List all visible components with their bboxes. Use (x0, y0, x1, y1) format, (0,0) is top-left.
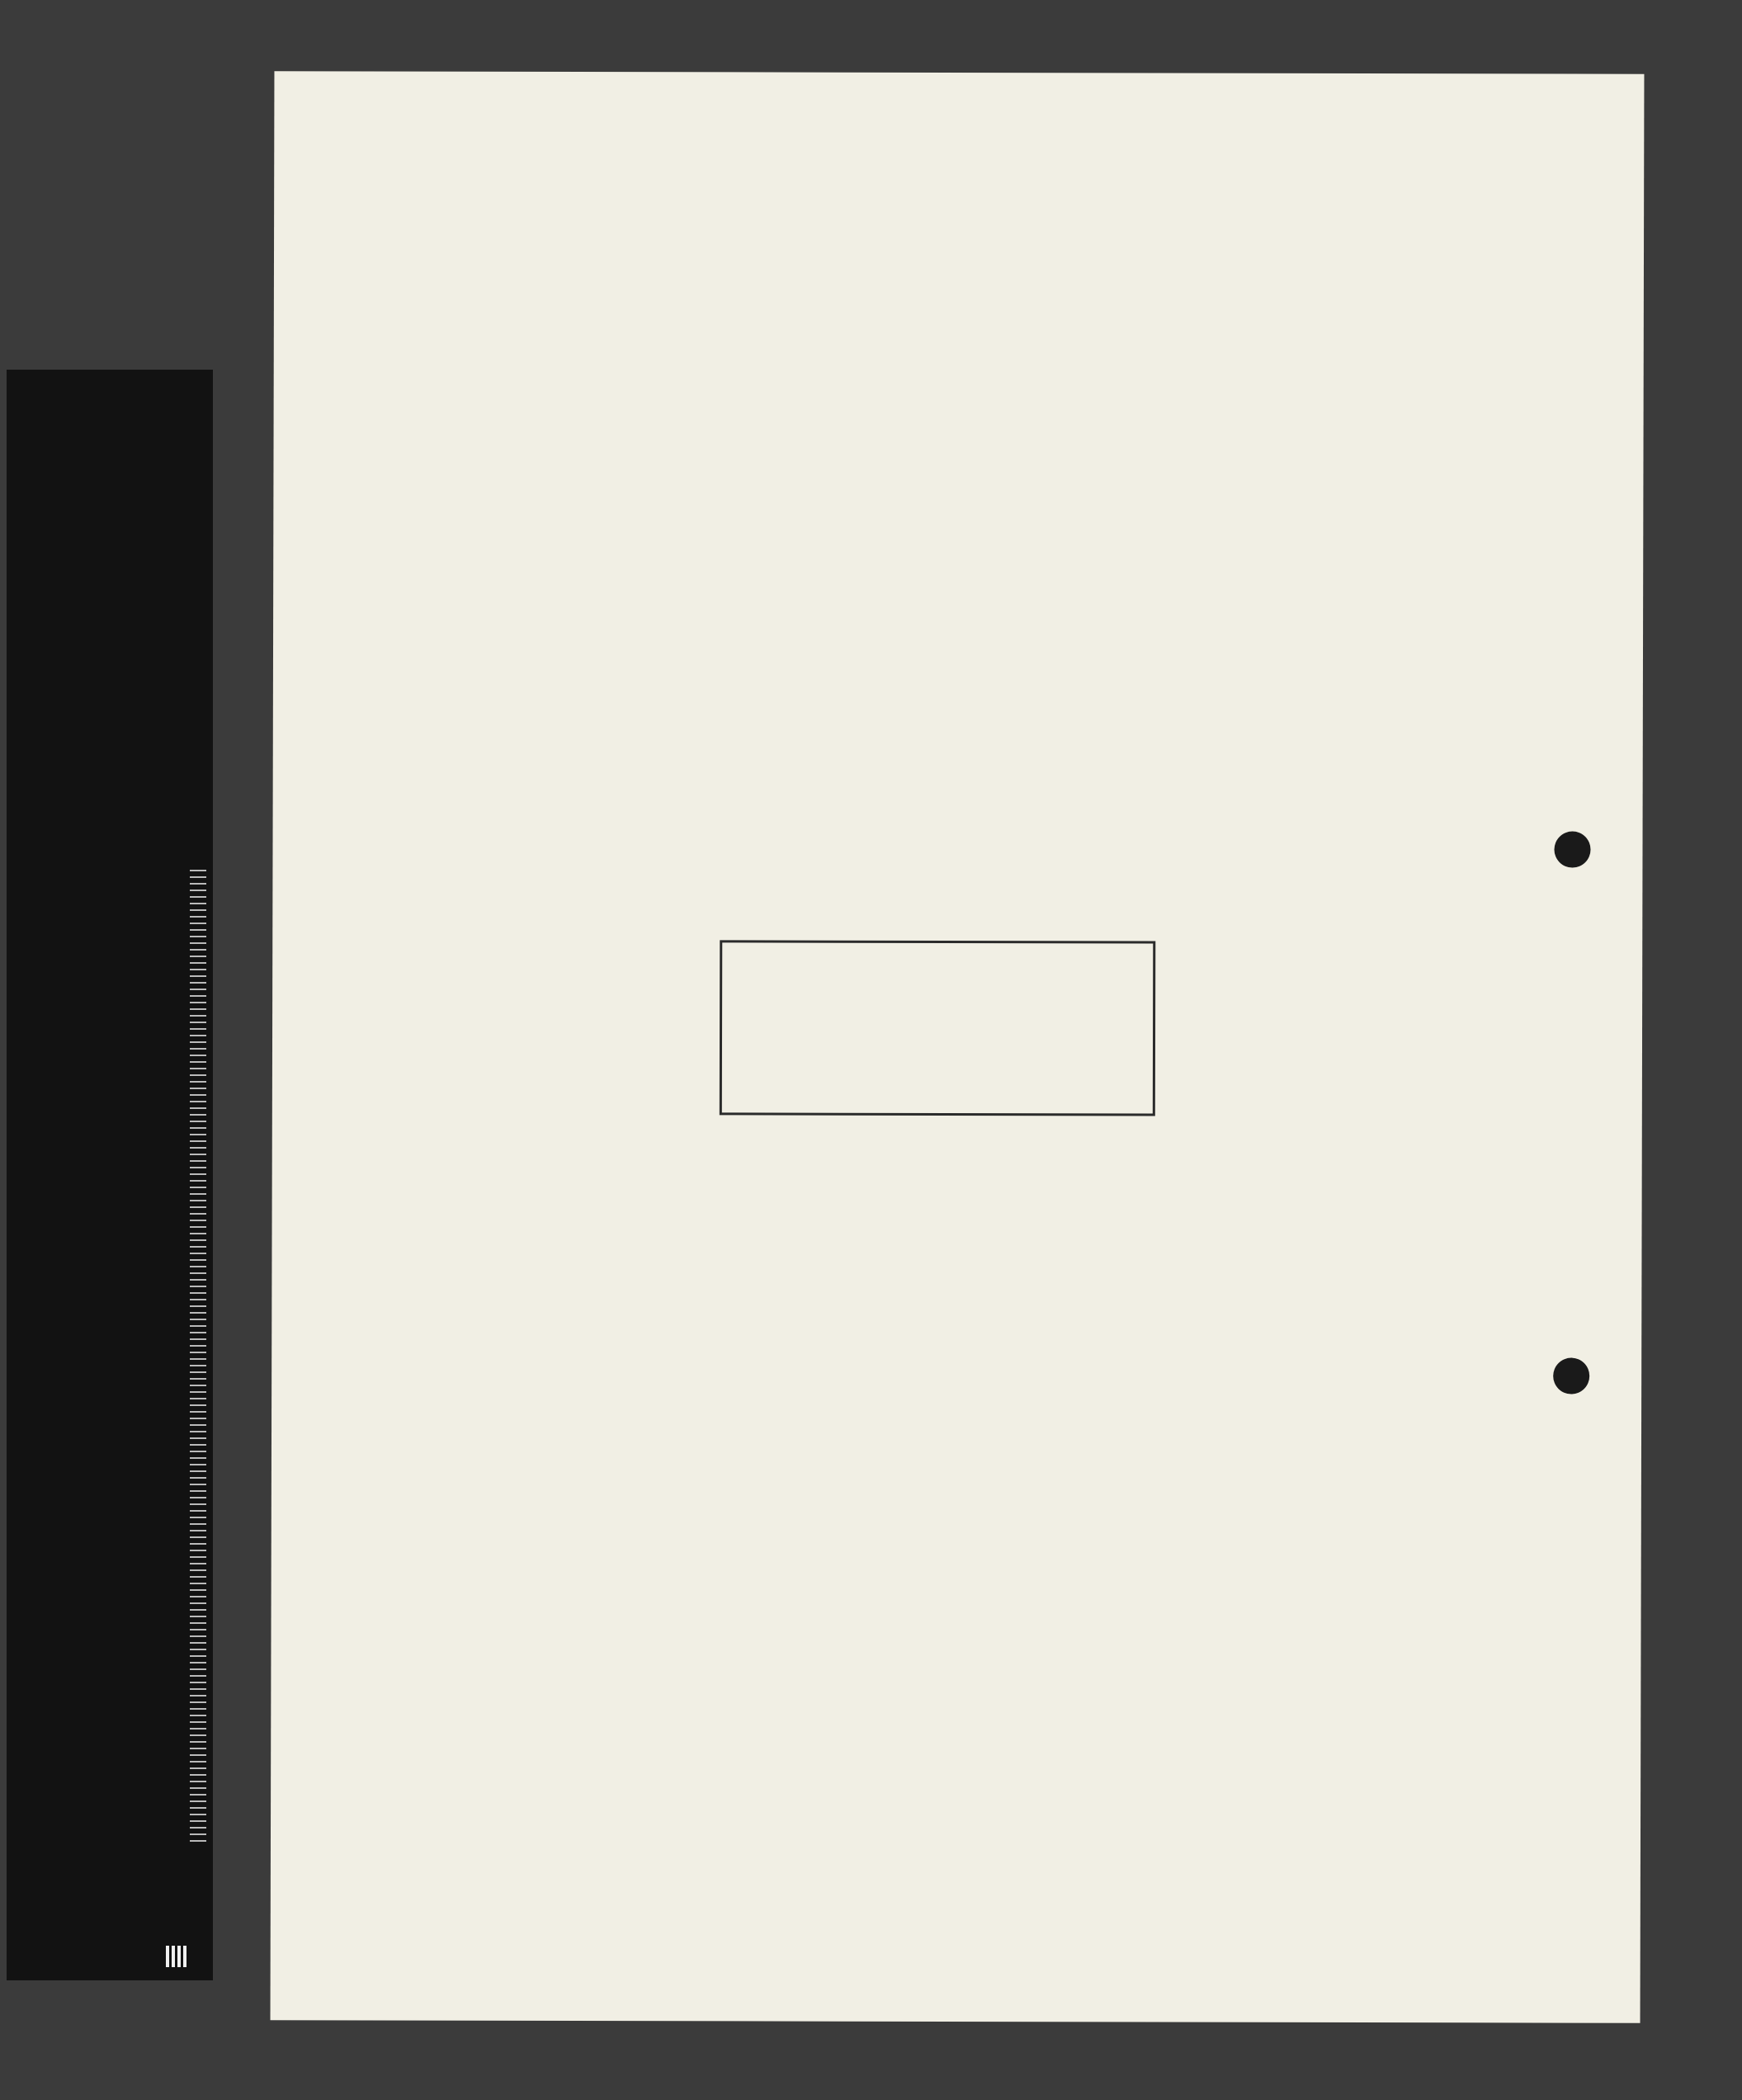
mm-ruler (190, 870, 206, 1843)
paragraph (274, 71, 1644, 73)
lutas-nos-quarteis-box (720, 940, 1155, 1116)
paragraph (274, 71, 1644, 73)
box-line (722, 962, 1153, 963)
paragraph (274, 71, 1644, 73)
subhead-epi (274, 71, 1644, 73)
paragraph (274, 71, 1644, 73)
punch-hole (1553, 1358, 1589, 1394)
box-line (722, 962, 1153, 963)
gray-scale-card (7, 370, 213, 1980)
left-intro (274, 71, 1644, 73)
card-branding (30, 1914, 186, 1972)
munsell-logo-icon (165, 1946, 186, 1967)
gray-patch-strip (52, 403, 180, 1896)
paragraph (274, 71, 1644, 73)
paragraph (274, 71, 1644, 73)
newsletter-page (271, 71, 1645, 2022)
paragraph (274, 71, 1644, 73)
subhead-junta (274, 71, 1644, 73)
patch-labels (12, 403, 45, 1896)
punch-hole (1554, 832, 1590, 868)
paragraph (274, 71, 1644, 73)
